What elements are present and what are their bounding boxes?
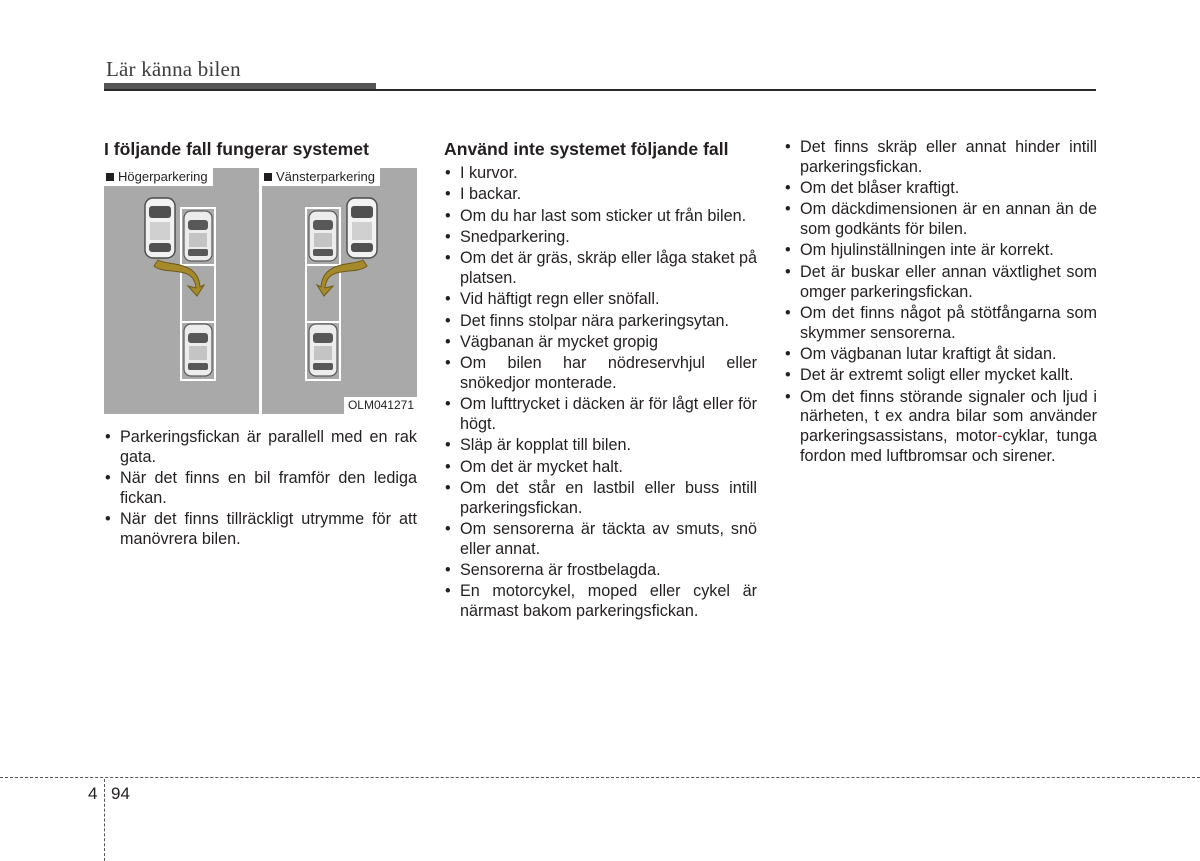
- hyphen-mark: -: [997, 427, 1003, 446]
- list-item: • Släp är kopplat till bilen.: [444, 436, 757, 456]
- car-icon: [309, 211, 337, 261]
- list-item: • Om du har last som sticker ut från bilen.: [444, 207, 757, 227]
- bullet-list: [444, 164, 757, 622]
- list-item: • Sensorerna är frostbelagda.: [444, 561, 757, 581]
- list-item: • Om hjulinställningen inte är korrekt.: [784, 241, 1097, 261]
- list-item: • Om det står en lastbil eller buss intill parkeringsfickan.: [444, 479, 757, 519]
- panel-label-text: Vänsterparkering: [276, 169, 375, 184]
- list-item: • Om det är gräs, skräp eller låga staket på platsen.: [444, 249, 757, 289]
- list-item: • Om däckdimensionen är en annan än de som godkänts för bilen.: [784, 200, 1097, 240]
- section-heading: Använd inte systemet följande fall: [444, 139, 729, 159]
- list-item: • Vid häftigt regn eller snöfall.: [444, 290, 757, 310]
- square-bullet-icon: [106, 173, 114, 181]
- list-item: • Om bilen har nödreservhjul eller snökedjor monterade.: [444, 354, 757, 394]
- section-heading: I följande fall fungerar systemet: [104, 139, 369, 159]
- footer-divider: [104, 779, 105, 861]
- bullet-list: [784, 138, 1097, 467]
- left-parking-diagram: [262, 168, 417, 414]
- car-icon: [309, 324, 337, 376]
- car-icon: [184, 324, 212, 376]
- column-3: [784, 138, 1097, 468]
- footer-rule: [0, 777, 1200, 778]
- list-item: • Om lufttrycket i däcken är för lågt eller för högt.: [444, 395, 757, 435]
- header-rule: [104, 89, 1096, 91]
- left-parking-panel: [262, 168, 417, 414]
- list-item: • När det finns tillräckligt utrymme för att manövrera bilen.: [104, 510, 417, 550]
- list-item: • Snedparkering.: [444, 228, 757, 248]
- list-item: • Det är extremt soligt eller mycket kallt.: [784, 366, 1097, 386]
- right-parking-panel: [104, 168, 259, 414]
- car-icon: [145, 198, 175, 258]
- list-item: • Om det blåser kraftigt.: [784, 179, 1097, 199]
- list-item: • Om vägbanan lutar kraftigt åt sidan.: [784, 345, 1097, 365]
- list-item: • Om det är mycket halt.: [444, 458, 757, 478]
- list-item: • En motorcykel, moped eller cykel är närmast bakom parkeringsfickan.: [444, 582, 757, 622]
- panel-label-right-parking: [104, 168, 213, 186]
- list-item-text: Om det finns störande signaler och ljud i närheten, t ex andra bilar som använder parkeringsassistans, motor: [800, 387, 1097, 446]
- figure-code: OLM041271: [344, 397, 417, 414]
- list-item: • Vägbanan är mycket gropig: [444, 333, 757, 353]
- list-item: • När det finns en bil framför den lediga fickan.: [104, 469, 417, 509]
- car-icon: [184, 211, 212, 261]
- right-parking-diagram: [104, 168, 259, 414]
- page-number: 94: [111, 784, 130, 803]
- list-item: • Parkeringsfickan är parallell med en rak gata.: [104, 428, 417, 468]
- car-icon: [347, 198, 377, 258]
- header-title: Lär känna bilen: [106, 57, 241, 81]
- column-1: [104, 138, 417, 164]
- list-item: • I backar.: [444, 185, 757, 205]
- list-item: • Om sensorerna är täckta av smuts, snö eller annat.: [444, 520, 757, 560]
- list-item-text: cyklar, tunga fordon med luftbromsar och sirener.: [800, 427, 1097, 465]
- parking-figure: [104, 168, 417, 414]
- panel-label-left-parking: [262, 168, 380, 186]
- list-item: • I kurvor.: [444, 164, 757, 184]
- square-bullet-icon: [264, 173, 272, 181]
- list-item: • Om det finns något på stötfångarna som skymmer sensorerna.: [784, 304, 1097, 344]
- column-2: [444, 138, 757, 624]
- list-item: • Det är buskar eller annan växtlighet som omger parkeringsfickan.: [784, 263, 1097, 303]
- list-item: • Det finns skräp eller annat hinder intill parkeringsfickan.: [784, 138, 1097, 178]
- bullet-list: [104, 428, 417, 550]
- column-1-list: [104, 428, 417, 551]
- list-item: [784, 388, 1097, 467]
- panel-label-text: Högerparkering: [118, 169, 208, 184]
- list-item: • Det finns stolpar nära parkeringsytan.: [444, 312, 757, 332]
- section-number: 4: [88, 784, 98, 803]
